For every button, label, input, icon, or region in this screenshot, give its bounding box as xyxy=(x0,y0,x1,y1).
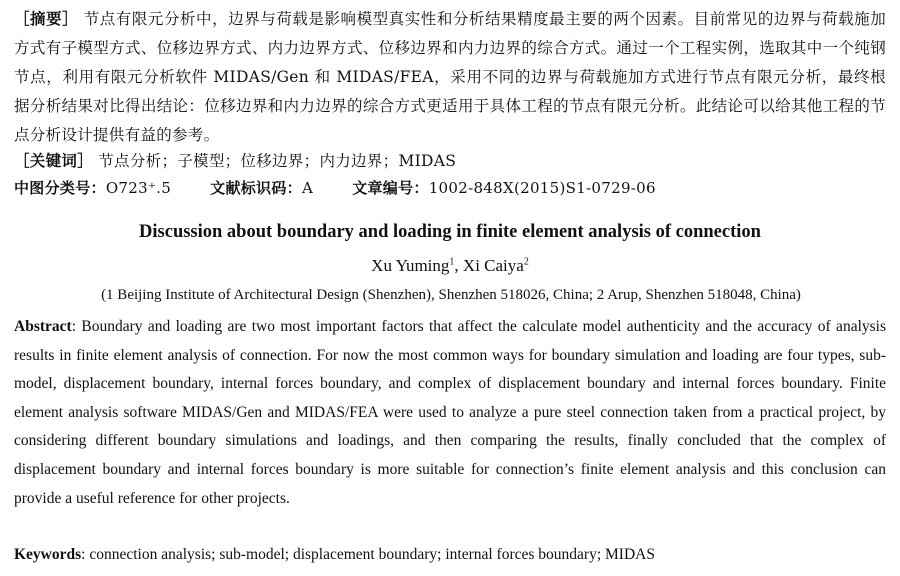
clc-label: 中图分类号： xyxy=(14,179,106,197)
chinese-abstract xyxy=(14,4,886,150)
author-1-sup: 1 xyxy=(449,256,455,268)
chinese-keywords xyxy=(14,146,886,176)
document-code xyxy=(210,179,313,197)
article-label: 文章编号： xyxy=(352,179,429,197)
english-keywords-label: Keywords xyxy=(14,546,82,563)
english-keywords xyxy=(14,541,886,569)
classification-line xyxy=(14,174,886,203)
author-2-sup: 2 xyxy=(523,256,529,268)
article-value: 1002-848X(2015)S1-0729-06 xyxy=(428,179,656,197)
english-title: Discussion about boundary and loading in finite element analysis of connection xyxy=(139,222,761,242)
author-separator: , xyxy=(454,256,463,275)
english-keywords-text: : connection analysis; sub-model; displacement boundary; internal forces boundary; MIDAS xyxy=(81,546,655,563)
article-number xyxy=(352,179,656,197)
affiliation: (1 Beijing Institute of Architectural Design (Shenzhen), Shenzhen 518026, China; 2 Arup, Shenzhen 518048, China) xyxy=(101,287,801,303)
english-abstract-label: Abstract xyxy=(14,318,72,335)
chinese-abstract-text: 节点有限元分析中，边界与荷载是影响模型真实性和分析结果精度最主要的两个因素。目前常见的边界与荷载施加方式有子模型方式、位移边界方式、内力边界方式、位移边界和内力边界的综合方式。通过一个工程实例，选取其中一个纯钢节点，利用有限元分析软件 MIDAS/Gen 和 MIDAS/FEA，采用不同的边界与荷载施加方式进行节点有限元分析，最终根据分析结果对比得出结论：位移边界和内力边界的综合方式更适用于具体工程的节点有限元分析。此结论可以给其他工程的节点分析设计提供有益的参考。 xyxy=(14,10,886,144)
author-2: Xi Caiya xyxy=(462,256,524,275)
chinese-keywords-label: ［关键词］ xyxy=(14,151,94,170)
chinese-keywords-text: 节点分析；子模型；位移边界；内力边界；MIDAS xyxy=(98,152,457,170)
english-abstract-text: : Boundary and loading are two most important factors that affect the calculate model authenticity and the accuracy of analysis results in finite element analysis of connection. For now the most common ways for boundary simulation and loading are four types, sub-model, displacement boundary, internal forces boundary, and complex of displacement boundary and internal forces boundary. Finite element analysis software MIDAS/Gen and MIDAS/FEA were used to analyze a pure steel connection taken from a practical project, by considering different boundary simulations and loadings, and then comparing the results, finally concluded that the complex of displacement boundary and internal forces boundary is more suitable for connection’s finite element analysis and this conclusion can provide a useful reference for other projects. xyxy=(14,318,886,507)
clc-number xyxy=(14,179,171,197)
doc-label: 文献标识码： xyxy=(210,179,302,197)
english-abstract xyxy=(14,313,886,513)
chinese-abstract-label: ［摘要］ xyxy=(14,9,79,28)
authors xyxy=(0,256,900,276)
clc-value: O723⁺.5 xyxy=(105,179,172,197)
author-1: Xu Yuming xyxy=(371,256,450,275)
doc-value: A xyxy=(301,179,314,197)
